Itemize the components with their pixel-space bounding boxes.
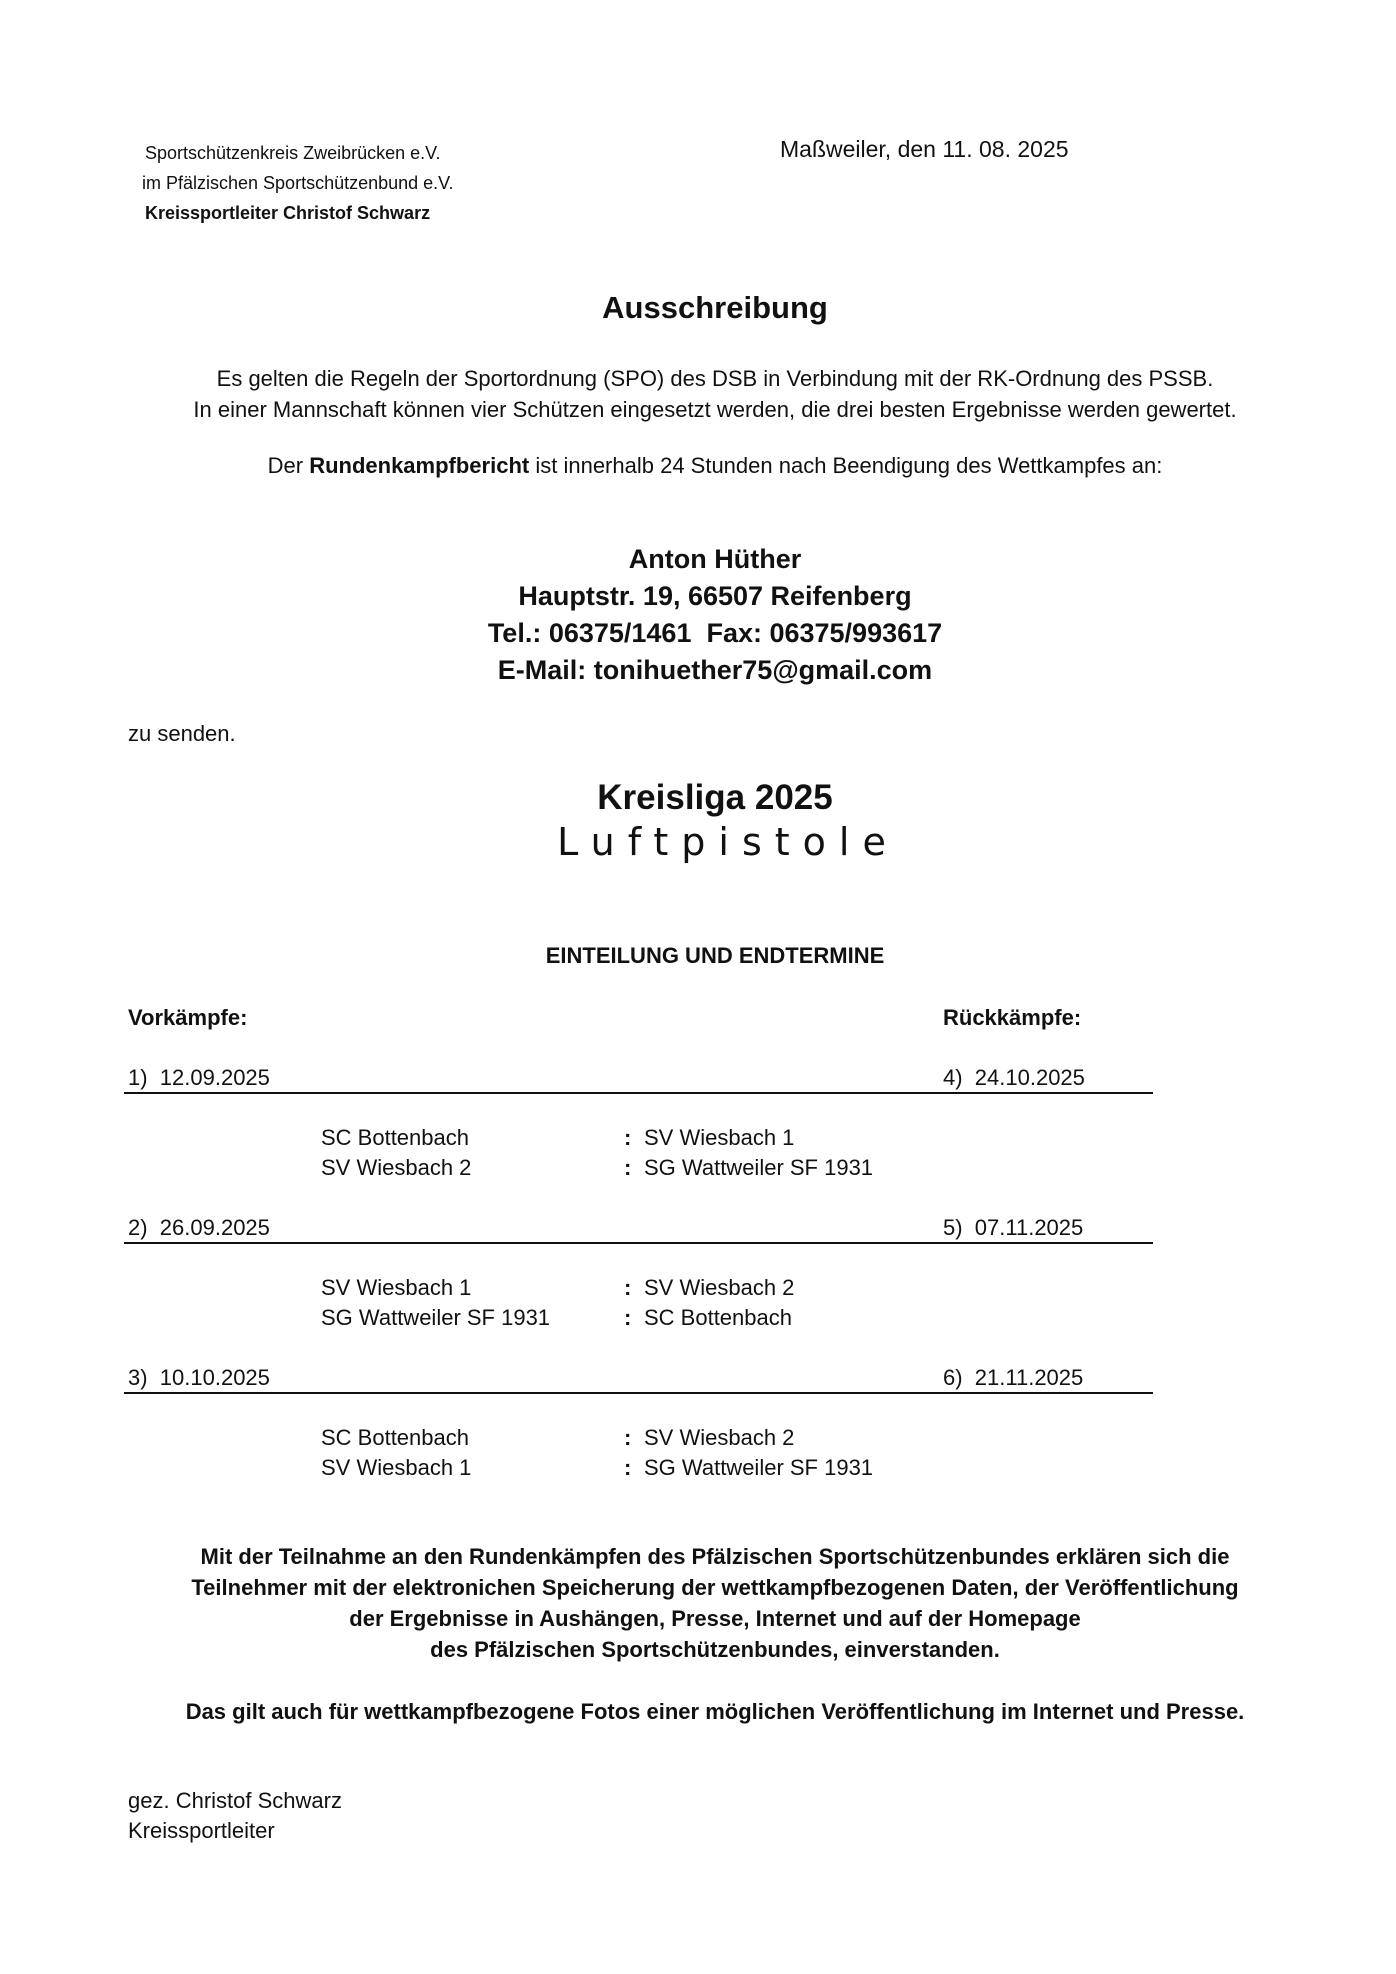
signature-name: gez. Christof Schwarz (128, 1788, 342, 1813)
first-leg-label: Vorkämpfe: (128, 1005, 248, 1030)
round-1-match-2-sep: : (624, 1155, 632, 1180)
round-2-match-1-sep: : (624, 1275, 632, 1300)
round-3-match-1-sep: : (624, 1425, 632, 1450)
contact-name: Anton Hüther (628, 544, 802, 574)
round-1-first-date: 1) 12.09.2025 (128, 1065, 270, 1090)
notice-line-2: Teilnehmer mit der elektronichen Speicherung der wettkampfbezogenen Daten, der Veröffentlichung (191, 1575, 1239, 1600)
round-3-first-date: 3) 10.10.2025 (128, 1365, 270, 1390)
org-line-1: Sportschützenkreis Zweibrücken e.V. (145, 143, 441, 163)
round-2-match-2-home: SG Wattweiler SF 1931 (321, 1305, 551, 1330)
round-1-match-2-home: SV Wiesbach 2 (321, 1155, 472, 1180)
report-suffix: ist innerhalb 24 Stunden nach Beendigung des Wettkampfes an: (535, 453, 1163, 478)
schedule-heading: EINTEILUNG UND ENDTERMINE (545, 943, 885, 968)
organization-header (142, 138, 454, 228)
rules-line-2: In einer Mannschaft können vier Schützen eingesetzt werden, die drei besten Ergebnisse werden gewertet. (193, 397, 1237, 422)
round-3-match-1-home: SC Bottenbach (321, 1425, 469, 1450)
round-2-match-1-away: SV Wiesbach 2 (644, 1275, 795, 1300)
round-3-match-2-away: SG Wattweiler SF 1931 (644, 1455, 874, 1480)
place-date: Maßweiler, den 11. 08. 2025 (780, 136, 1069, 162)
round-3-match-2-home: SV Wiesbach 1 (321, 1455, 472, 1480)
photos-notice: Das gilt auch für wettkampfbezogene Fotos einer möglichen Veröffentlichung im Internet und Presse. (185, 1699, 1245, 1724)
round-1-match-2-away: SG Wattweiler SF 1931 (644, 1155, 874, 1180)
round-3-match-2-sep: : (624, 1455, 632, 1480)
round-2-second-date: 5) 07.11.2025 (943, 1215, 1084, 1240)
discipline-title: Luftpistole (557, 820, 899, 864)
round-2-match-1-home: SV Wiesbach 1 (321, 1275, 472, 1300)
contact-phone: Tel.: 06375/1461 Fax: 06375/993617 (487, 618, 943, 648)
report-instruction (0, 453, 1396, 479)
round-1-match-1-away: SV Wiesbach 1 (644, 1125, 795, 1150)
send-text: zu senden. (128, 721, 236, 746)
round-1-second-date: 4) 24.10.2025 (943, 1065, 1085, 1090)
org-line-3: Kreissportleiter Christof Schwarz (145, 203, 431, 223)
report-bold: Rundenkampfbericht (309, 453, 530, 478)
round-1-match-1-home: SC Bottenbach (321, 1125, 469, 1150)
report-prefix: Der (267, 453, 304, 478)
signature-title: Kreissportleiter (128, 1818, 275, 1843)
round-3-match-1-away: SV Wiesbach 2 (644, 1425, 795, 1450)
rules-text (0, 363, 1396, 425)
round-2-first-date: 2) 26.09.2025 (128, 1215, 270, 1240)
notice-line-3: der Ergebnisse in Aushängen, Presse, Internet und auf der Homepage (349, 1606, 1081, 1631)
org-line-2: im Pfälzischen Sportschützenbund e.V. (142, 173, 454, 193)
notice-line-4: des Pfälzischen Sportschützenbundes, einverstanden. (430, 1637, 1000, 1662)
notice-line-1: Mit der Teilnahme an den Rundenkämpfen des Pfälzischen Sportschützenbundes erklären sich die (200, 1544, 1230, 1569)
round-3-second-date: 6) 21.11.2025 (943, 1365, 1084, 1390)
round-2-match-2-away: SC Bottenbach (644, 1305, 792, 1330)
signature-block (128, 1786, 342, 1846)
contact-block (0, 541, 1396, 689)
round-2-divider (124, 1242, 1153, 1244)
second-leg-label: Rückkämpfe: (943, 1005, 1082, 1030)
round-1-divider (124, 1092, 1153, 1094)
round-1-match-1-sep: : (624, 1125, 632, 1150)
data-consent-notice (0, 1541, 1396, 1665)
contact-address: Hauptstr. 19, 66507 Reifenberg (518, 581, 912, 611)
round-2-match-2-sep: : (624, 1305, 632, 1330)
league-title: Kreisliga 2025 (597, 778, 833, 817)
contact-email: E-Mail: tonihuether75@gmail.com (497, 655, 933, 685)
round-3-divider (124, 1392, 1153, 1394)
rules-line-1: Es gelten die Regeln der Sportordnung (SPO) des DSB in Verbindung mit der RK-Ordnung des PSSB. (216, 366, 1214, 391)
document-title: Ausschreibung (602, 290, 828, 325)
